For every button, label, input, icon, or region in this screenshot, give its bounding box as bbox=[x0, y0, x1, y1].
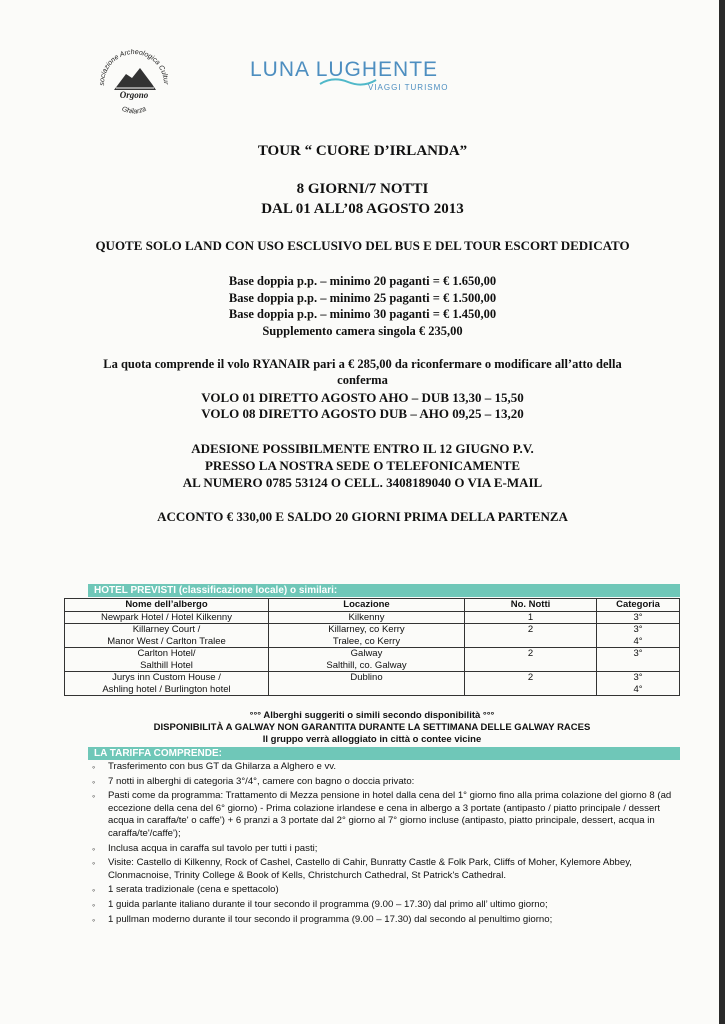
list-item: ◦ 1 guida parlante italiano durante il tour secondo il programma (9.00 – 17.30) dal primo all’ ultimo giorno; bbox=[108, 899, 673, 912]
price-line: Base doppia p.p. – minimo 30 paganti = € 1.450,00 bbox=[228, 307, 497, 321]
quotes-heading: QUOTE SOLO LAND CON USO ESCLUSIVO DEL BUS E DEL TOUR ESCORT DEDICATO bbox=[95, 238, 630, 253]
hotel-name: Carlton Hotel/ Salthill Hotel bbox=[65, 648, 269, 672]
flight-return: VOLO 08 DIRETTO AGOSTO DUB – AHO 09,25 – 13,20 bbox=[201, 406, 524, 421]
hotel-nights: 2 bbox=[465, 672, 597, 696]
hotel-location: Dublino bbox=[269, 672, 465, 696]
table-row bbox=[65, 672, 680, 696]
flight-note-cont: conferma bbox=[337, 373, 388, 387]
list-item: ◦ 1 pullman moderno durante il tour secondo il programma (9.00 – 17.30) dal secondo al penultimo giorno; bbox=[108, 914, 673, 927]
single-supplement: Supplemento camera singola € 235,00 bbox=[262, 323, 463, 338]
hotel-location: Kilkenny bbox=[269, 611, 465, 624]
agency-brand: LUNA LUGHENTE bbox=[250, 58, 439, 81]
svg-text:Orgono: Orgono bbox=[119, 90, 149, 100]
hotel-nights: 1 bbox=[465, 611, 597, 624]
includes-list bbox=[90, 761, 673, 928]
table-row bbox=[65, 611, 680, 624]
hotel-location: Galway Salthill, co. Galway bbox=[269, 648, 465, 672]
hotel-category: 3° 4° bbox=[597, 672, 680, 696]
tour-duration: 8 GIORNI/7 NOTTI bbox=[296, 181, 429, 197]
hotels-band: HOTEL PREVISTI (classificazione locale) o similari: bbox=[88, 584, 680, 597]
svg-text:Ghilarza: Ghilarza bbox=[120, 105, 148, 116]
price-list bbox=[0, 273, 725, 339]
price-line: Base doppia p.p. – minimo 20 paganti = € 1.650,00 bbox=[228, 274, 497, 288]
list-item: ◦ Visite: Castello di Kilkenny, Rock of Cashel, Castello di Cahir, Bunratty Castle & Folk Park, Cliffs of Moher, Kylemore Abbey, Clonmacnoise, Trinity College & Book of Kells, Christchurch Cathedral, St Patrick's Cathedral. bbox=[108, 857, 673, 882]
col-header: No. Notti bbox=[465, 599, 597, 612]
table-row bbox=[65, 648, 680, 672]
association-seal-logo bbox=[92, 40, 176, 124]
hotel-nights: 2 bbox=[465, 648, 597, 672]
table-header-row bbox=[65, 599, 680, 612]
price-line: Base doppia p.p. – minimo 25 paganti = € 1.500,00 bbox=[228, 290, 497, 305]
booking-office: PRESSO LA NOSTRA SEDE O TELEFONICAMENTE bbox=[204, 458, 521, 473]
includes-band: LA TARIFFA COMPRENDE: bbox=[88, 747, 680, 760]
table-row bbox=[65, 624, 680, 648]
list-item: ◦ Pasti come da programma: Trattamento di Mezza pensione in hotel dalla cena del 1° giorno fino alla prima colazione del giorno 8 (ad eccezione della cena del 6° giorno) - Prima colazione irlandese e cena in albergo a 3 portate (antipasto / piatto principale / dessert acqua in caraffa/te' o caffe') + 6 pranzi a 3 portate dal 2° giorno al 7° giorno incluse (antipasto, piatto principale, dessert, acqua in caraffa/te'/caffe'); bbox=[108, 790, 673, 840]
list-item: ◦ 1 serata tradizionale (cena e spettacolo) bbox=[108, 884, 673, 897]
flight-outbound: VOLO 01 DIRETTO AGOSTO AHO – DUB 13,30 – 15,50 bbox=[201, 390, 524, 405]
booking-contact: AL NUMERO 0785 53124 O CELL. 3408189040 O VIA E-MAIL bbox=[182, 475, 543, 490]
agency-sub: VIAGGI TURISMO bbox=[368, 83, 449, 92]
tour-title: TOUR “ CUORE D’IRLANDA” bbox=[257, 143, 468, 159]
list-item: ◦ 7 notti in alberghi di categoria 3°/4°, camere con bagno o doccia privato: bbox=[108, 776, 673, 789]
hotels-table bbox=[64, 598, 680, 696]
list-item: ◦ Inclusa acqua in caraffa sul tavolo per tutti i pasti; bbox=[108, 843, 673, 856]
galway-warning: DISPONIBILITÀ A GALWAY NON GARANTITA DURANTE LA SETTIMANA DELLE GALWAY RACES bbox=[153, 722, 591, 733]
hotel-category: 3° bbox=[597, 611, 680, 624]
flight-note: La quota comprende il volo RYANAIR pari a € 285,00 da riconfermare o modificare all’atto della bbox=[103, 357, 622, 371]
tour-dates: DAL 01 ALL’08 AGOSTO 2013 bbox=[261, 201, 464, 217]
hotel-category: 3° bbox=[597, 648, 680, 672]
hotel-name: Killarney Court / Manor West / Carlton Tralee bbox=[65, 624, 269, 648]
deposit-info: ACCONTO € 330,00 E SALDO 20 GIORNI PRIMA DELLA PARTENZA bbox=[157, 509, 568, 524]
svg-text:Associazione Archeologica Cult: sociazione Archeologica Cultur bbox=[98, 48, 170, 86]
col-header: Locazione bbox=[269, 599, 465, 612]
agency-logo bbox=[250, 58, 480, 98]
lodging-note: Il gruppo verrà alloggiato in città o contee vicine bbox=[262, 734, 482, 745]
booking-deadline: ADESIONE POSSIBILMENTE ENTRO IL 12 GIUGNO P.V. bbox=[191, 441, 534, 456]
hotel-location: Killarney, co Kerry Tralee, co Kerry bbox=[269, 624, 465, 648]
hotel-name: Jurys inn Custom House / Ashling hotel / Burlington hotel bbox=[65, 672, 269, 696]
hotel-nights: 2 bbox=[465, 624, 597, 648]
hotels-note: °°° Alberghi suggeriti o simili secondo disponibilità °°° bbox=[249, 710, 495, 721]
col-header: Nome dell’albergo bbox=[65, 599, 269, 612]
col-header: Categoria bbox=[597, 599, 680, 612]
hotel-category: 3° 4° bbox=[597, 624, 680, 648]
hotel-name: Newpark Hotel / Hotel Kilkenny bbox=[65, 611, 269, 624]
list-item: ◦ Trasferimento con bus GT da Ghilarza a Alghero e vv. bbox=[108, 761, 673, 774]
seal-graphic bbox=[92, 40, 176, 124]
